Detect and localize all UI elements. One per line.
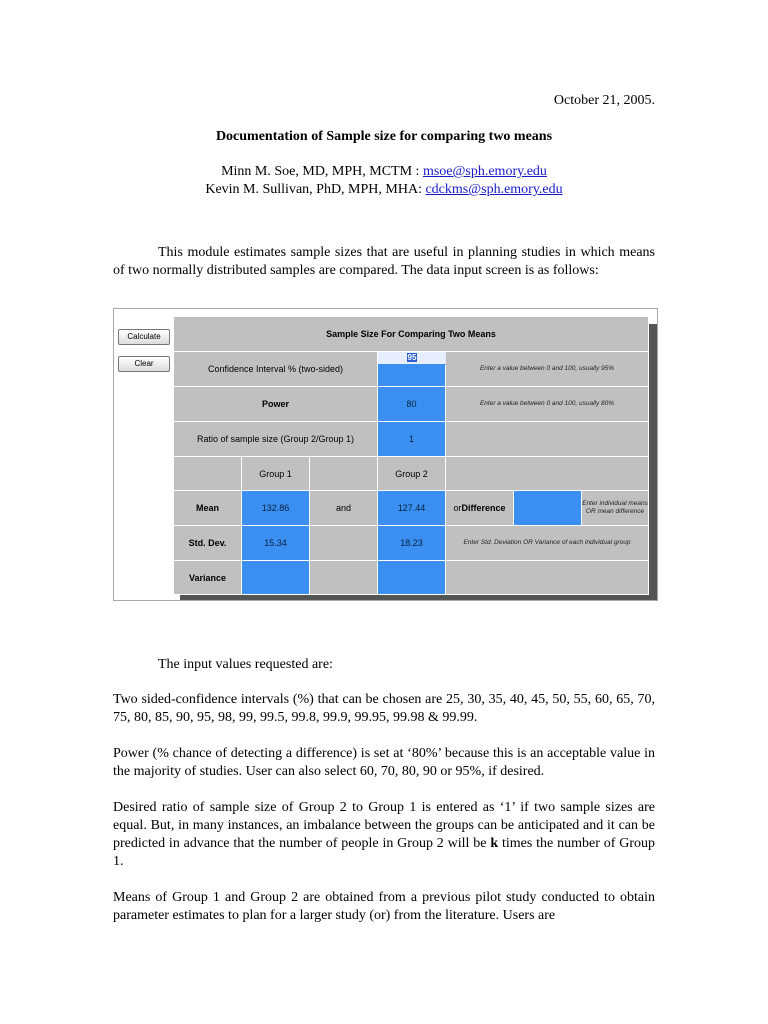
author-2-name: Kevin M. Sullivan, PhD, MPH, MHA:	[205, 182, 426, 197]
variance-label: Variance	[174, 561, 242, 595]
variance-spacer	[310, 561, 378, 595]
std-dev-hint: Enter Std. Deviation OR Variance of each individual group	[446, 526, 649, 561]
group-header-empty	[446, 457, 649, 491]
confidence-input-selection	[378, 352, 446, 365]
difference-label-cell	[446, 491, 514, 526]
power-paragraph: Power (% chance of detecting a difference) is set at ‘80%’ because this is an acceptable value in the majority of studies. User can also select 60, 70, 80, 90 or 95%, if desired.	[113, 746, 655, 779]
confidence-label: Confidence Interval % (two-sided)	[174, 352, 378, 387]
difference-hint: Enter individual means OR mean difference	[582, 491, 649, 526]
mean-group-1-input[interactable]: 132.86	[242, 491, 310, 526]
std-dev-label: Std. Dev.	[174, 526, 242, 561]
or-label: or	[453, 503, 462, 513]
input-table	[174, 317, 649, 595]
confidence-value: 95	[407, 353, 417, 362]
variance-empty	[446, 561, 649, 595]
document-title: Documentation of Sample size for comparing two means	[215, 129, 553, 144]
variance-group-2-input[interactable]	[378, 561, 446, 595]
confidence-input[interactable]	[378, 352, 446, 387]
ratio-k-symbol: k	[490, 836, 499, 851]
power-input[interactable]: 80	[378, 387, 446, 422]
input-screen-screenshot	[113, 308, 658, 601]
ratio-paragraph-text-b: times the number of Group 1.	[113, 836, 655, 869]
author-line-2	[0, 182, 768, 198]
ratio-empty	[446, 422, 649, 457]
mean-group-2-input[interactable]: 127.44	[378, 491, 446, 526]
difference-input[interactable]	[514, 491, 582, 526]
power-label: Power	[174, 387, 378, 422]
requested-paragraph: The input values requested are:	[158, 657, 333, 672]
difference-label: Difference	[461, 503, 506, 513]
mean-label: Mean	[174, 491, 242, 526]
ratio-label: Ratio of sample size (Group 2/Group 1)	[174, 422, 378, 457]
ratio-input[interactable]: 1	[378, 422, 446, 457]
group-header-spacer	[310, 457, 378, 491]
clear-button[interactable]: Clear	[118, 356, 170, 372]
ratio-paragraph-text-a: Desired ratio of sample size of Group 2 to Group 1 is entered as ‘1’ if two sample sizes are equal. But, in many instances, an imbalance between the groups can be anticipated and it can be predicted in advance that the number of people in Group 2 will be	[113, 800, 655, 851]
power-hint: Enter a value between 0 and 100, usually 80%	[446, 387, 649, 422]
author-2-email-link[interactable]: cdckms@sph.emory.edu	[425, 182, 563, 197]
intro-paragraph: This module estimates sample sizes that are useful in planning studies in which means of two normally distributed samples are compared. The data input screen is as follows:	[113, 245, 655, 278]
author-1-name: Minn M. Soe, MD, MPH, MCTM :	[221, 164, 423, 179]
std-dev-group-2-input[interactable]: 18.23	[378, 526, 446, 561]
confidence-hint: Enter a value between 0 and 100, usually 95%	[446, 352, 649, 387]
author-1-email-link[interactable]: msoe@sph.emory.edu	[422, 164, 547, 179]
calculate-button[interactable]: Calculate	[118, 329, 170, 345]
screen-title: Sample Size For Comparing Two Means	[174, 317, 649, 352]
confidence-paragraph: Two sided-confidence intervals (%) that can be chosen are 25, 30, 35, 40, 45, 50, 55, 60, 65, 70, 75, 80, 85, 90, 95, 98, 99, 99.5, 99.8, 99.9, 99.95, 99.98 & 99.99.	[113, 692, 655, 725]
group-1-header: Group 1	[242, 457, 310, 491]
group-2-header: Group 2	[378, 457, 446, 491]
std-dev-spacer	[310, 526, 378, 561]
document-date: October 21, 2005.	[553, 93, 655, 108]
means-paragraph: Means of Group 1 and Group 2 are obtained from a previous pilot study conducted to obtain parameter estimates to plan for a larger study (or) from the literature. Users are	[113, 890, 655, 923]
group-header-blank	[174, 457, 242, 491]
author-line-1	[0, 164, 768, 180]
ratio-paragraph	[113, 799, 655, 871]
std-dev-group-1-input[interactable]: 15.34	[242, 526, 310, 561]
and-label: and	[310, 491, 378, 526]
variance-group-1-input[interactable]	[242, 561, 310, 595]
